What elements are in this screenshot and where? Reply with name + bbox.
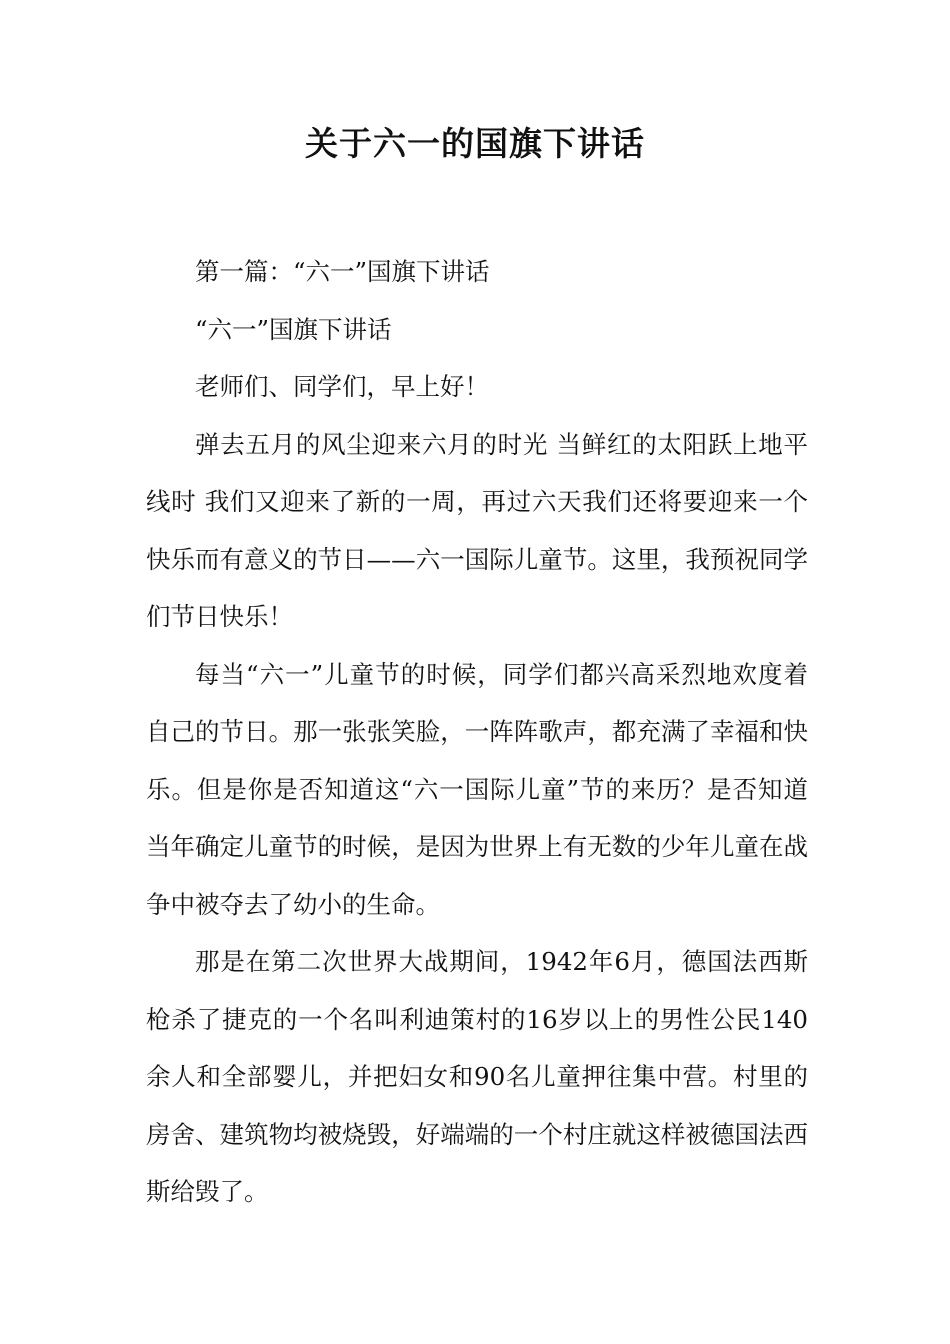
paragraph-section-heading: 第一篇：“六一”国旗下讲话 [195, 257, 490, 286]
document-title: 关于六一的国旗下讲话 [305, 124, 645, 163]
paragraph-intro: 弹去五月的风尘迎来六月的时光 当鲜红的太阳跃上地平线时 我们又迎来了新的一周，再过六天我们还将要迎来一个快乐而有意义的节日——六一国际儿童节。这里，我预祝同学们节日快乐！ [146, 429, 808, 631]
paragraph-history: 那是在第二次世界大战期间，1942年6月，德国法西斯枪杀了捷克的一个名叫利迪策村的16岁以上的男性公民140余人和全部婴儿，并把妇女和90名儿童押往集中营。村里的房舍、建筑物均被烧毁，好端端的一个村庄就这样被德国法西斯给毁了。 [146, 947, 808, 1206]
document-body [146, 243, 808, 1221]
paragraph-speech-title: “六一”国旗下讲话 [195, 314, 392, 344]
paragraph-childrens-day: 每当“六一”儿童节的时候，同学们都兴高采烈地欢度着自己的节日。那一张张笑脸，一阵阵歌声，都充满了幸福和快乐。但是你是否知道这“六一国际儿童”节的来历？是否知道当年确定儿童节的时候，是因为世界上有无数的少年儿童在战争中被夺去了幼小的生命。 [146, 659, 808, 919]
paragraph-greeting: 老师们、同学们，早上好！ [195, 372, 489, 401]
